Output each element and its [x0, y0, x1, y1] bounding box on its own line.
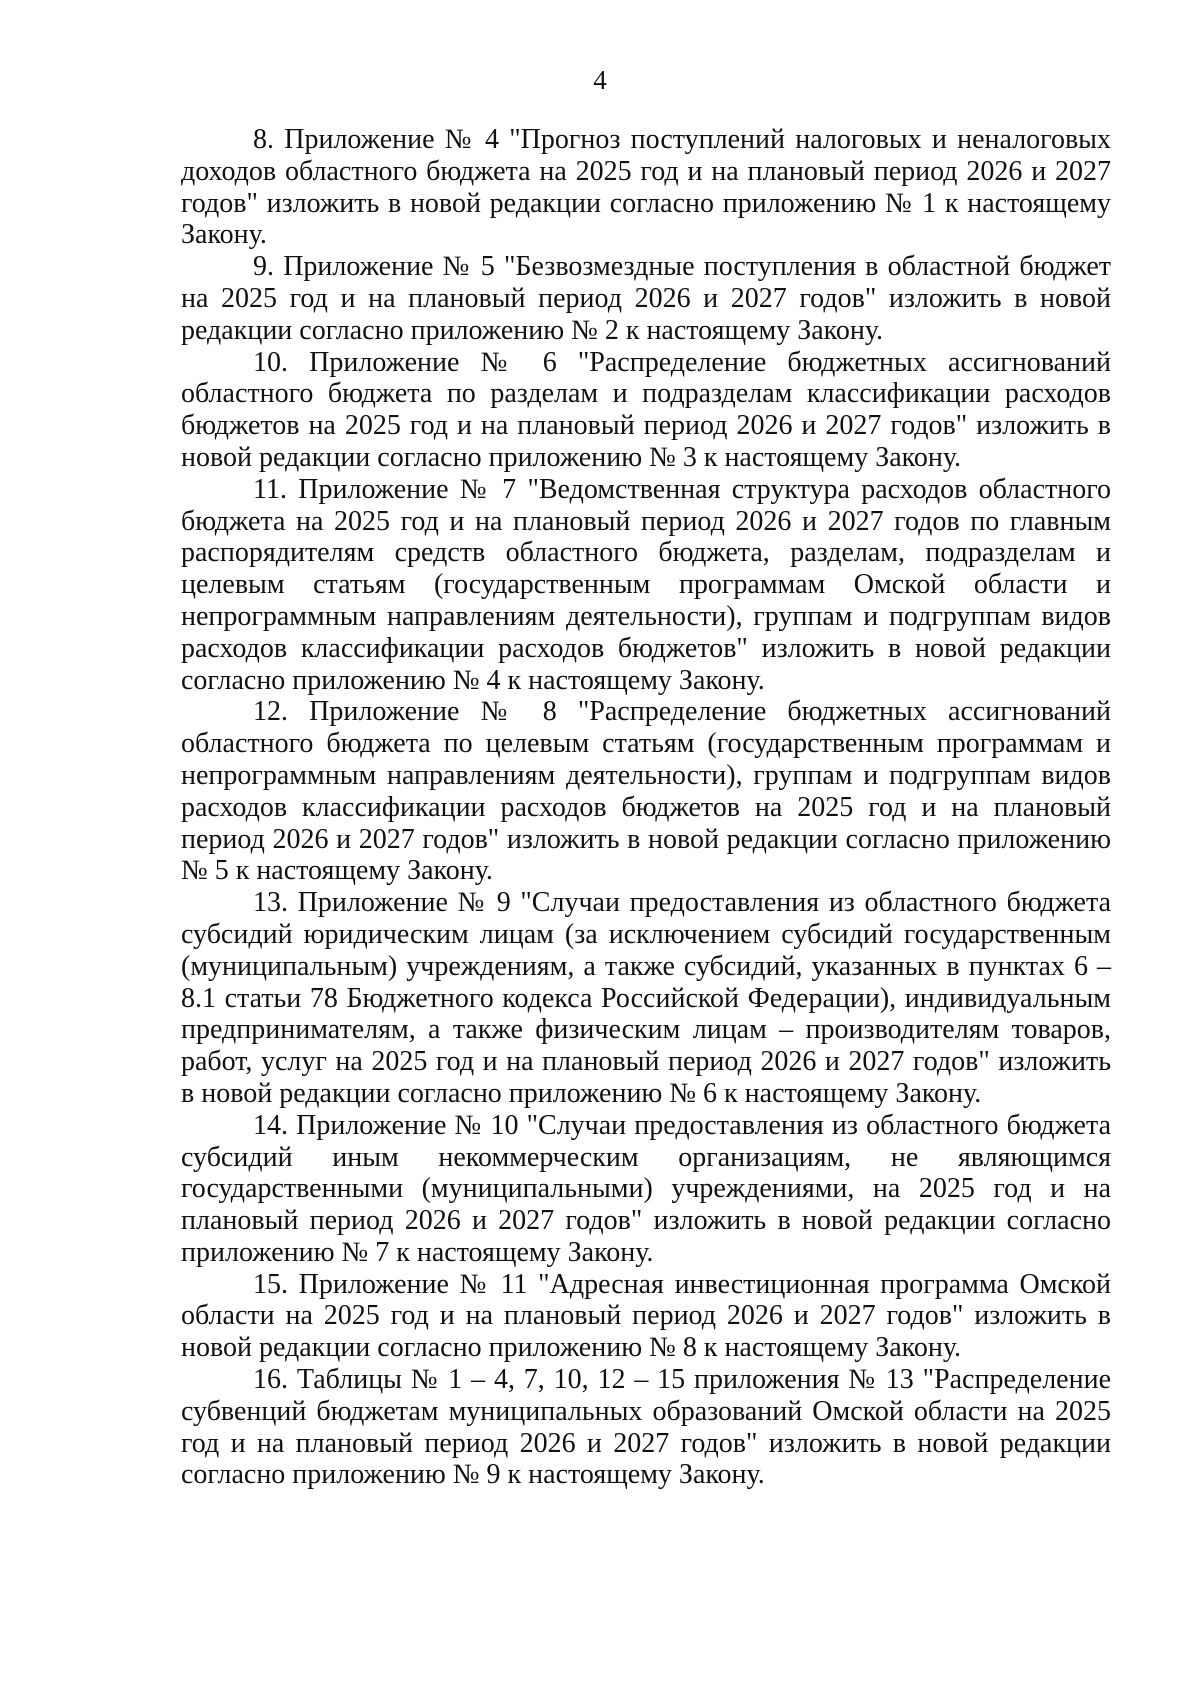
paragraph-item-12: 12. Приложение № 8 "Распределение бюджетных ассигнований областного бюджета по целевым статьям (государственным программам и непрограммным направлениям деятельности), группам и подгруппам видов расходов классификации расходов бюджетов на 2025 год и на плановый период 2026 и 2027 годов" изложить в новой редакции согласно приложению № 5 к настоящему Закону. [181, 696, 1111, 887]
paragraph-item-11: 11. Приложение № 7 "Ведомственная структура расходов областного бюджета на 2025 год и на плановый период 2026 и 2027 годов по главным распорядителям средств областного бюджета, разделам, подразделам и целевым статьям (государственным программам Омской области и непрограммным направлениям деятельности), группам и подгруппам видов расходов классификации расходов бюджетов" изложить в новой редакции согласно приложению № 4 к настоящему Закону. [181, 473, 1111, 696]
paragraph-item-8: 8. Приложение № 4 "Прогноз поступлений налоговых и неналоговых доходов областного бюджета на 2025 год и на плановый период 2026 и 2027 годов" изложить в новой редакции согласно приложению № 1 к настоящему Закону. [181, 124, 1111, 251]
page-number: 4 [593, 65, 607, 95]
paragraph-item-13: 13. Приложение № 9 "Случаи предоставления из областного бюджета субсидий юридическим лицам (за исключением субсидий государственным (муниципальным) учреждениям, а также субсидий, указанных в пунктах 6 – 8.1 статьи 78 Бюджетного кодекса Российской Федерации), индивидуальным предпринимателям, а также физическим лицам – производителям товаров, работ, услуг на 2025 год и на плановый период 2026 и 2027 годов" изложить в новой редакции согласно приложению № 6 к настоящему Закону. [181, 887, 1111, 1109]
document-body [181, 124, 1111, 1491]
paragraph-item-16: 16. Таблицы № 1 – 4, 7, 10, 12 – 15 приложения № 13 "Распределение субвенций бюджетам муниципальных образований Омской области на 2025 год и на плановый период 2026 и 2027 годов" изложить в новой редакции согласно приложению № 9 к настоящему Закону. [181, 1364, 1111, 1491]
paragraph-item-15: 15. Приложение № 11 "Адресная инвестиционная программа Омской области на 2025 год и на плановый период 2026 и 2027 годов" изложить в новой редакции согласно приложению № 8 к настоящему Закону. [181, 1268, 1111, 1364]
paragraph-item-10: 10. Приложение № 6 "Распределение бюджетных ассигнований областного бюджета по разделам и подразделам классификации расходов бюджетов на 2025 год и на плановый период 2026 и 2027 годов" изложить в новой редакции согласно приложению № 3 к настоящему Закону. [181, 346, 1111, 473]
paragraph-item-14: 14. Приложение № 10 "Случаи предоставления из областного бюджета субсидий иным некоммерческим организациям, не являющимся государственными (муниципальными) учреждениями, на 2025 год и на плановый период 2026 и 2027 годов" изложить в новой редакции согласно приложению № 7 к настоящему Закону. [181, 1109, 1111, 1268]
paragraph-item-9: 9. Приложение № 5 "Безвозмездные поступления в областной бюджет на 2025 год и на плановый период 2026 и 2027 годов" изложить в новой редакции согласно приложению № 2 к настоящему Закону. [181, 251, 1111, 346]
